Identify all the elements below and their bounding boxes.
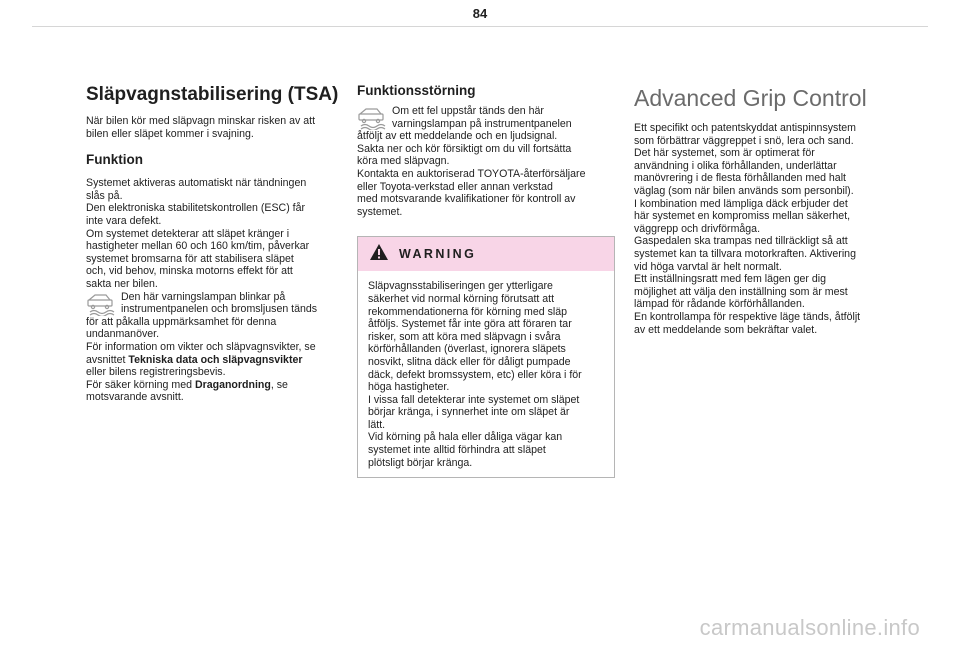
text-line: Kontakta en auktoriserad TOYOTA-återförsäljare [357,167,586,180]
text-line: användning i olika förhållanden, underlättar [634,159,837,172]
header-divider [32,26,928,27]
text-line: rekommendationerna för körning med släp [368,305,568,318]
warning-triangle-icon [369,243,389,266]
warning-box [357,236,615,478]
text-line: En kontrollampa för respektive läge tänds, åtföljt [634,310,861,323]
text-line: manövrering i de flesta förhållanden med halt [634,172,846,185]
text-line: hastigheter mellan 60 och 160 km/tim, påverkar [86,240,310,253]
text-line: med motsvarande kvalifikationer för kontroll av [357,193,576,206]
text-line: I vissa fall detekterar inte systemet om släpet [368,393,580,406]
funktion-body [86,177,342,290]
text-line: körförhållanden (överlast, ignorera släpets [368,343,566,356]
text-line: Vid körning på hala eller dåliga vägar kan [368,431,563,444]
text-fragment: För säker körning med [86,378,195,391]
watermark: carmanualsonline.info [699,615,920,640]
text-line: möjlighet att välja den inställning som är mest [634,285,848,298]
text-line: lämpad för rådande körförhållanden. [634,298,805,311]
text-line: Om systemet detekterar att släpet kränger i [86,227,290,240]
text-line: Sakta ner och kör försiktigt om du vill fortsätta [357,142,572,155]
text-line: Den här varningslampan blinkar på [121,290,286,303]
text-line: Den elektroniska stabilitetskontrollen (ESC) får [86,202,306,215]
trailer-warning-lamp-icon [357,106,387,130]
text-line: inte vara defekt. [86,214,162,227]
text-line: Det här systemet, som är optimerat för [634,147,815,160]
text-line: systemet inte alltid förhindra att släpet [368,444,546,457]
text-line: sakta ner bilen. [86,277,158,290]
ref-tekniska-data: Tekniska data och släpvagnsvikter [128,353,303,366]
text-line: och, vid behov, minska motorns effekt för att [86,265,293,278]
text-line: undanmanöver. [86,328,160,341]
text-line: instrumentpanelen och bromsljusen tänds [121,303,318,316]
text-line: åtföljt av ett meddelande och en ljudsignal. [357,130,558,143]
warning-body [358,271,614,477]
text-line: risker, som att köra med släpvagn i svåra [368,330,561,343]
text-line: Om ett fel uppstår tänds den här [392,105,544,117]
warning-header [358,237,614,271]
text-line: Ett specifikt och patentskyddat antispinnsystem [634,122,856,134]
text-line: lätt. [368,418,386,431]
text-line: eller Toyota-verkstad eller annan verkstad [357,180,553,193]
text-line: börjar kränga, i synnerhet inte om släpet är [368,406,570,419]
text-line: väggrepp och drivförmåga. [634,222,761,235]
malfunction-paragraph [357,105,615,218]
text-line: systemet kan ta tillvara motorkraften. Aktivering [634,247,856,260]
text-line: nosvikt, slitna däck eller för dåligt pumpade [368,355,571,368]
text-line: köra med släpvagn. [357,155,450,168]
text-line: säkerhet vid normal körning förutsatt att [368,292,555,305]
text-line: Ett inställningsratt med fem lägen ger dig [634,273,826,286]
text-fragment: avsnittet [86,353,129,366]
text-line: här systemet en kompromiss mellan säkerhet, [634,210,851,223]
left-column [86,80,342,404]
text-line: systemet bromsarna för att stabilisera släpet [86,252,294,265]
trailer-warning-lamp-icon [86,292,116,316]
text-line: för att påkalla uppmärksamhet för denna [86,315,277,328]
text-line: höga hastigheter. [368,381,450,394]
text-line: motsvarande avsnitt. [86,391,184,404]
text-line: När bilen kör med släpvagn minskar risken av att [86,115,316,127]
warning-title: WARNING [399,247,477,262]
text-line: varningslampan på instrumentpanelen [392,117,572,130]
text-line: vid höga varvtal är helt normalt. [634,260,782,273]
tsa-title: Släpvagnstabilisering (TSA) [86,84,339,105]
text-line: däck, defekt bromssystem, etc) eller köra i för [368,368,582,381]
text-line: slås på. [86,189,123,202]
text-line: Systemet aktiveras automatiskt när tändningen [86,177,307,190]
lamp-paragraph [86,291,342,404]
text-line: systemet. [357,205,403,218]
middle-column [357,80,615,478]
tsa-intro [86,115,342,140]
text-line: väglag (som när bilen används som personbil). [634,184,854,197]
text-fragment: , se [270,378,288,391]
page-number: 84 [472,6,488,21]
funktion-heading: Funktion [86,152,143,168]
funktionsstorning-heading: Funktionsstörning [357,83,476,98]
right-column [634,80,890,336]
advanced-grip-title: Advanced Grip Control [634,85,867,111]
text-line: som förbättrar väggreppet i snö, lera och sand. [634,134,854,147]
text-line: åtföljs. Systemet får inte göra att föraren tar [368,318,572,331]
advanced-grip-body [634,122,890,336]
text-line: För information om vikter och släpvagnsvikter, se [86,340,316,353]
text-line: Gaspedalen ska trampas ned tillräckligt så att [634,235,848,248]
ref-draganordning: Draganordning [194,378,271,391]
text-line: eller bilens registreringsbevis. [86,366,226,379]
text-line: I kombination med lämpliga däck erbjuder det [634,197,848,210]
text-line: av ett meddelande som bekräftar valet. [634,323,818,336]
text-line: Släpvagnsstabiliseringen ger ytterligare [368,280,553,293]
text-line: plötsligt börjar kränga. [368,456,473,469]
text-line: bilen eller släpet kommer i svajning. [86,127,254,140]
